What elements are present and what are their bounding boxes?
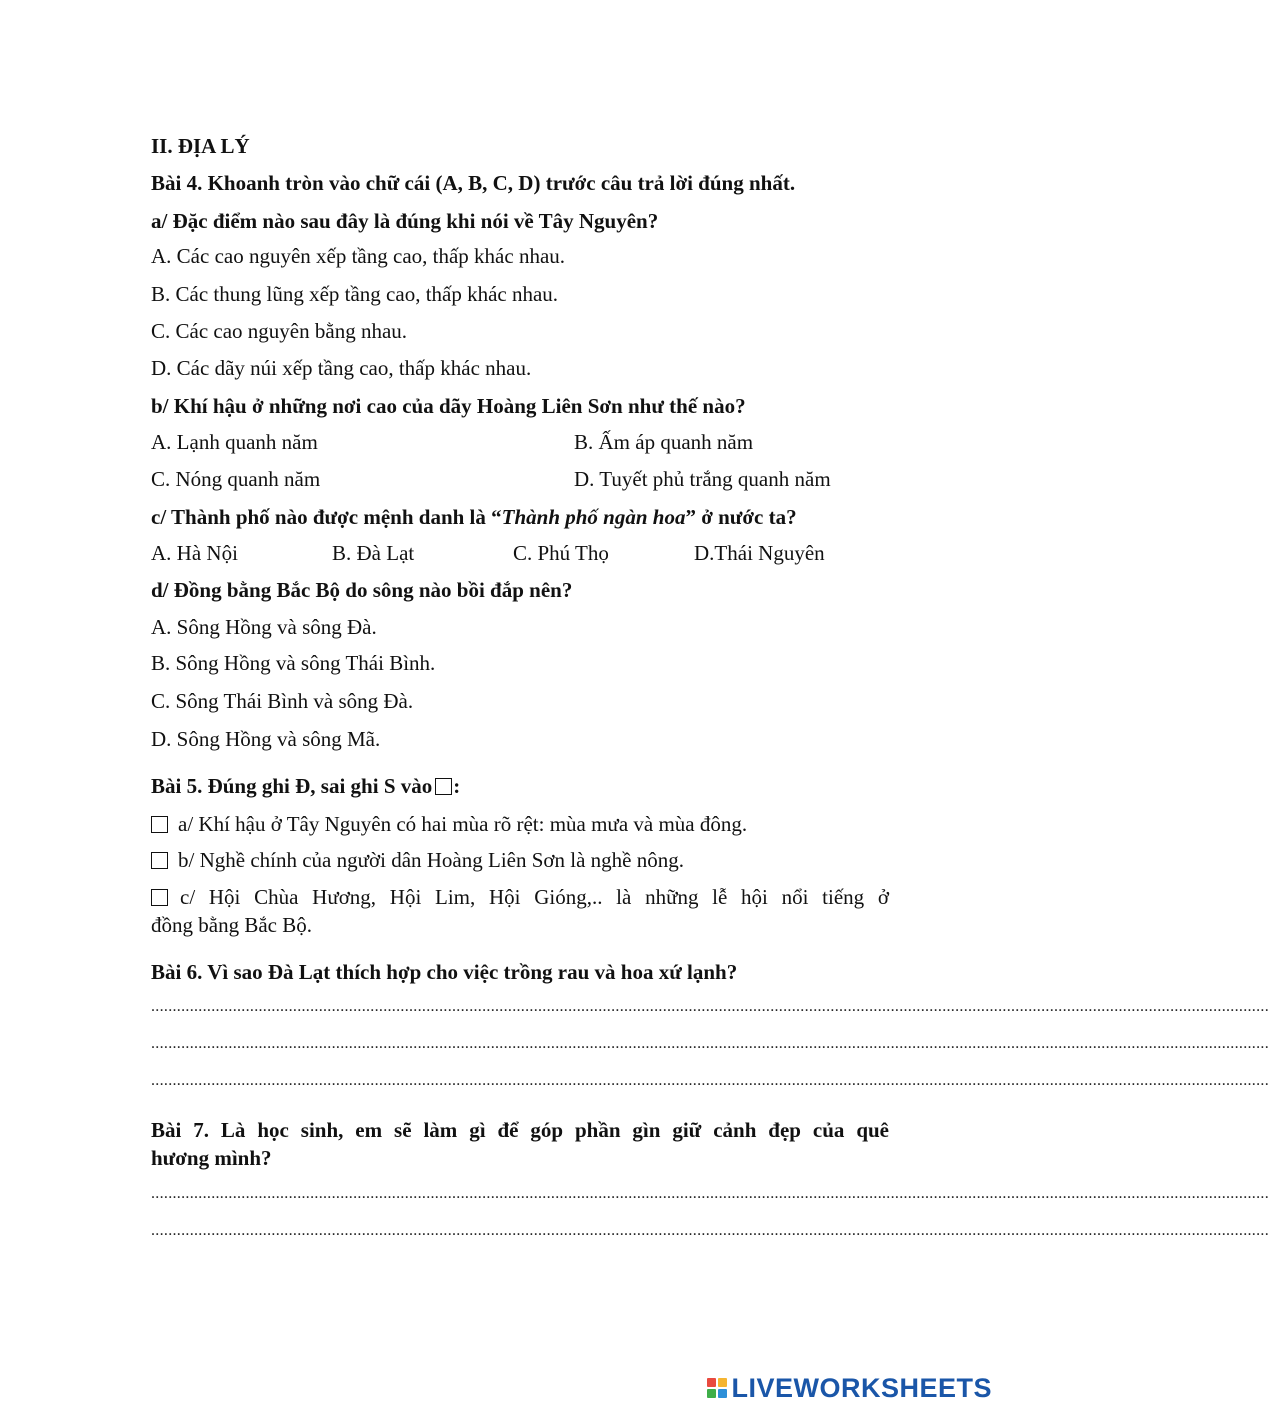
liveworksheets-logo — [707, 1371, 992, 1405]
bai7-title-line2: hương mình? — [151, 1146, 272, 1170]
bai4-d-question: d/ Đồng bằng Bắc Bộ do sông nào bồi đắp nên? — [151, 578, 573, 602]
bai7-title-line1: Bài 7. Là học sinh, em sẽ làm gì để góp phần gìn giữ cảnh đẹp của quê — [151, 1118, 889, 1142]
bai4-b-option-c: C. Nóng quanh năm — [151, 467, 321, 491]
bai4-c-question — [151, 505, 797, 529]
bai6-answer-line[interactable]: .................................................................................................................................................................................................................................................................... — [151, 998, 1269, 1015]
bai4-b-option-a: A. Lạnh quanh năm — [151, 430, 318, 454]
bai4-a-option-b: B. Các thung lũng xếp tầng cao, thấp khác nhau. — [151, 282, 559, 306]
bai5-item-a — [151, 812, 747, 836]
bai4-b-question: b/ Khí hậu ở những nơi cao của dãy Hoàng Liên Sơn như thế nào? — [151, 394, 746, 418]
bai4-c-option-b: B. Đà Lạt — [332, 541, 415, 565]
bai4-d-option-c: C. Sông Thái Bình và sông Đà. — [151, 689, 414, 713]
bai5-answer-box-c[interactable] — [151, 889, 168, 906]
bai5-answer-box-a[interactable] — [151, 816, 168, 833]
bai4-a-option-c: C. Các cao nguyên bằng nhau. — [151, 319, 408, 343]
bai4-b-option-d: D. Tuyết phủ trắng quanh năm — [574, 467, 831, 491]
bai5-item-a-text: a/ Khí hậu ở Tây Nguyên có hai mùa rõ rệt: mùa mưa và mùa đông. — [178, 812, 748, 836]
bai4-d-option-b: B. Sông Hồng và sông Thái Bình. — [151, 651, 436, 675]
bai5-title-text: Bài 5. Đúng ghi Đ, sai ghi S vào — [151, 774, 433, 798]
bai4-d-option-d: D. Sông Hồng và sông Mã. — [151, 727, 381, 751]
logo-text: LIVEWORKSHEETS — [731, 1372, 992, 1403]
bai5-answer-box-b[interactable] — [151, 852, 168, 869]
bai4-title: Bài 4. Khoanh tròn vào chữ cái (A, B, C, D) trước câu trả lời đúng nhất. — [151, 171, 796, 195]
bai4-d-option-a: A. Sông Hồng và sông Đà. — [151, 615, 377, 639]
bai4-a-option-a: A. Các cao nguyên xếp tầng cao, thấp khác nhau. — [151, 244, 566, 268]
bai4-c-question-italic: Thành phố ngàn hoa — [501, 505, 686, 529]
bai5-title-checkbox — [435, 778, 452, 795]
bai4-c-question-prefix: c/ Thành phố nào được mệnh danh là “ — [151, 505, 502, 529]
bai5-item-c-continued: đồng bằng Bắc Bộ. — [151, 913, 312, 937]
bai4-c-option-d: D.Thái Nguyên — [694, 541, 825, 565]
section-title: II. ĐỊA LÝ — [151, 134, 250, 158]
bai7-answer-line[interactable]: .................................................................................................................................................................................................................................................................... — [151, 1222, 1269, 1239]
bai4-c-question-suffix: ” ở nước ta? — [685, 505, 797, 529]
bai5-item-c-text: c/ Hội Chùa Hương, Hội Lim, Hội Gióng,.. là những lễ hội nổi tiếng ở — [180, 885, 889, 909]
bai5-item-c — [151, 885, 889, 909]
bai4-c-option-c: C. Phú Thọ — [513, 541, 609, 565]
bai6-answer-line[interactable]: .................................................................................................................................................................................................................................................................... — [151, 1035, 1269, 1052]
bai4-a-question: a/ Đặc điểm nào sau đây là đúng khi nói về Tây Nguyên? — [151, 209, 659, 233]
bai4-a-option-d: D. Các dãy núi xếp tầng cao, thấp khác nhau. — [151, 356, 532, 380]
bai5-item-b — [151, 848, 684, 872]
bai6-answer-line[interactable]: .................................................................................................................................................................................................................................................................... — [151, 1072, 1269, 1089]
logo-icon — [707, 1378, 727, 1398]
bai5-item-b-text: b/ Nghề chính của người dân Hoàng Liên Sơn là nghề nông. — [178, 848, 684, 872]
bai4-c-option-a: A. Hà Nội — [151, 541, 238, 565]
bai5-title-colon: : — [453, 774, 461, 798]
bai4-b-option-b: B. Ấm áp quanh năm — [574, 430, 754, 454]
bai7-answer-line[interactable]: .................................................................................................................................................................................................................................................................... — [151, 1185, 1269, 1202]
bai6-title: Bài 6. Vì sao Đà Lạt thích hợp cho việc trồng rau và hoa xứ lạnh? — [151, 960, 738, 984]
bai5-title — [151, 774, 460, 798]
